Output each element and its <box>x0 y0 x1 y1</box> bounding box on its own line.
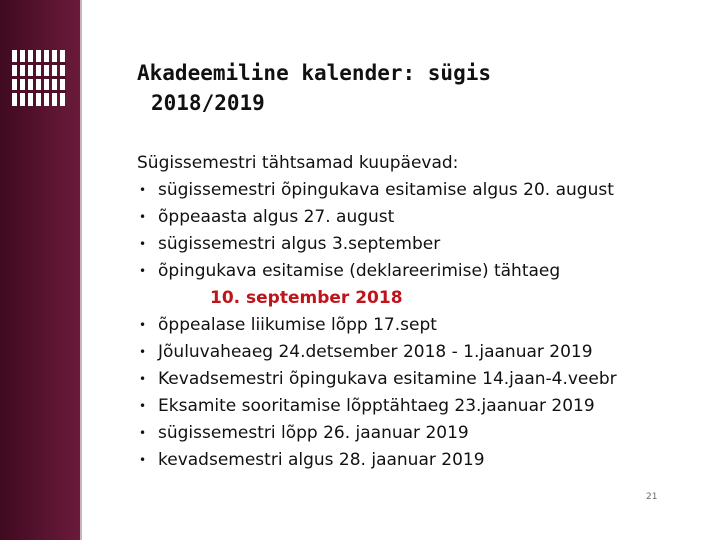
list-item <box>137 366 697 393</box>
list-item-text: sügissemestri lõpp 26. jaanuar 2019 <box>158 423 469 443</box>
sidebar-band <box>0 0 80 540</box>
intro-text: Sügissemestri tähtsamad kuupäevad: <box>137 153 459 173</box>
bullet-icon: • <box>139 372 147 386</box>
list-item <box>137 447 697 474</box>
deadline-date: 10. september 2018 <box>210 288 403 308</box>
page-number: 21 <box>646 492 658 502</box>
bullet-list-b <box>137 312 697 474</box>
list-item <box>137 177 697 204</box>
list-item-text: õpingukava esitamise (deklareerimise) tähtaeg <box>158 261 561 281</box>
list-item-text: õppealase liikumise lõpp 17.sept <box>158 315 437 335</box>
title-line-2: 2018/2019 <box>151 91 265 115</box>
list-item <box>137 420 697 447</box>
list-item <box>137 393 697 420</box>
bullet-icon: • <box>139 426 147 440</box>
list-item <box>137 231 697 258</box>
list-item <box>137 312 697 339</box>
bullet-icon: • <box>139 453 147 467</box>
university-logo <box>12 50 66 106</box>
bullet-icon: • <box>139 318 147 332</box>
bullet-icon: • <box>139 237 147 251</box>
bullet-icon: • <box>139 183 147 197</box>
bullet-icon: • <box>139 399 147 413</box>
bullet-icon: • <box>139 345 147 359</box>
list-item-text: Jõuluvaheaeg 24.detsember 2018 - 1.jaanuar 2019 <box>158 342 593 362</box>
bullet-icon: • <box>139 210 147 224</box>
list-item <box>137 339 697 366</box>
list-item-text: Kevadsemestri õpingukava esitamine 14.jaan-4.veebr <box>158 369 617 389</box>
list-item <box>137 258 697 285</box>
list-item-text: kevadsemestri algus 28. jaanuar 2019 <box>158 450 485 470</box>
list-item-text: Eksamite sooritamise lõpptähtaeg 23.jaanuar 2019 <box>158 396 595 416</box>
bullet-list-a <box>137 177 697 285</box>
sidebar-divider <box>80 0 82 540</box>
title-line-1: Akadeemiline kalender: sügis <box>137 61 492 85</box>
slide-body <box>137 150 697 474</box>
bullet-icon: • <box>139 264 147 278</box>
slide-title <box>137 58 657 118</box>
list-item <box>137 204 697 231</box>
list-item-text: sügissemestri algus 3.september <box>158 234 441 254</box>
list-item-text: sügissemestri õpingukava esitamise algus 20. august <box>158 180 614 200</box>
list-item-text: õppeaasta algus 27. august <box>158 207 395 227</box>
